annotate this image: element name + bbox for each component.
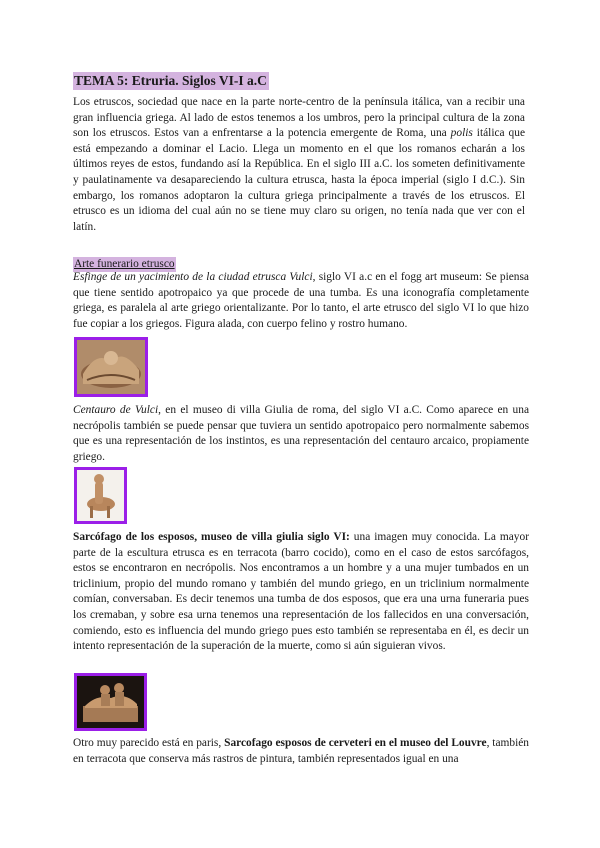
intro-paragraph <box>73 95 525 235</box>
otro-bold: Sarcofago esposos de cerveteri en el museo del Louvre <box>224 737 487 749</box>
esfinge-text: , siglo VI a.c en el fogg art museum: Se piensa que tiene sentido apotropaico ya que procede de una tumba. Es una iconografía completamente griega, es paralela al arte griego orientalizante. Por lo tanto, el arte etrusco del siglo VI lo que hizo fue copiar a los griegos. Figura alada, con cuerpo felino y rostro humano. <box>73 271 529 330</box>
centauro-title: Centauro de Vulci <box>73 404 159 416</box>
otro-paragraph <box>73 736 529 767</box>
polis-term: polis <box>450 127 473 140</box>
intro-text-a: Los etruscos, sociedad que nace en la parte norte-centro de la península itálica, van a recibir una gran influencia griega. Al lado de estos tenemos a los umbros, pero la principal cultura de la zona son los etruscos. Estos van a enfrentarse a la potencia emergente de Roma, una <box>73 96 525 140</box>
centauro-text: , en el museo di villa Giulia de roma, del siglo VI a.C. Como aparece en una necrópolis también se puede pensar que tuviera un sentido apotropaico pero normalmente sabemos que es una representación de los instintos, es una representación del centauro arcaico, propiamente griego. <box>73 404 529 463</box>
esfinge-image <box>74 337 148 397</box>
sarcofago-image <box>74 673 147 731</box>
centauro-image <box>74 467 127 524</box>
sarcofago-text: una imagen muy conocida. La mayor parte de la escultura etrusca es en terracota (barro cocido), como en el caso de estos sarcófagos, estos se encontraron en necrópolis. Nos encontramos a un hombre y a una mujer tumbados en un triclinium, propio del mundo romano y también del mundo griego, en un triclinium normalmente comían, conversaban. Es decir tenemos una tumba de dos esposos, que era una urna funeraria pues los cremaban, y sobre esa urna tenemos una representación de los fallecidos en una conversación, comiendo, esto es influencia del mundo griego pues esto también se representaba en él, es decir un intento representación de la superación de la muerte, como si aún siguieran vivos. <box>73 531 529 653</box>
intro-text-b: itálica que está empezando a dominar el Lacio. Llega un momento en el que los romanos echarán a los últimos reyes de estos, fundando así la República. En el siglo III a.C. los someten definitivamente y paulatinamente va desapareciendo la cultura etrusca, hasta la época imperial (siglo I d.C.). Sin embargo, los romanos adoptaron la cultura griega principalmente a través de los etruscos. El etrusco es un idioma del cual aún no se tiene muy claro su origen, no tenía nada que ver con el latín. <box>73 127 525 233</box>
title-row <box>73 72 269 90</box>
sarcofago-title: Sarcófago de los esposos, museo de villa giulia siglo VI: <box>73 531 350 543</box>
sarcofago-paragraph <box>73 530 529 655</box>
otro-text-b: , también en terracota que conserva más rastros de pintura, también representados igual en una <box>73 737 529 765</box>
esfinge-paragraph <box>73 270 529 332</box>
otro-text-a: Otro muy parecido está en paris, <box>73 737 225 749</box>
esfinge-title: Esfinge de un yacimiento de la ciudad etrusca Vulci <box>73 271 313 283</box>
page-title: TEMA 5: Etruria. Siglos VI-I a.C <box>74 73 267 88</box>
section-heading: Arte funerario etrusco <box>74 258 175 270</box>
centauro-paragraph <box>73 403 529 465</box>
